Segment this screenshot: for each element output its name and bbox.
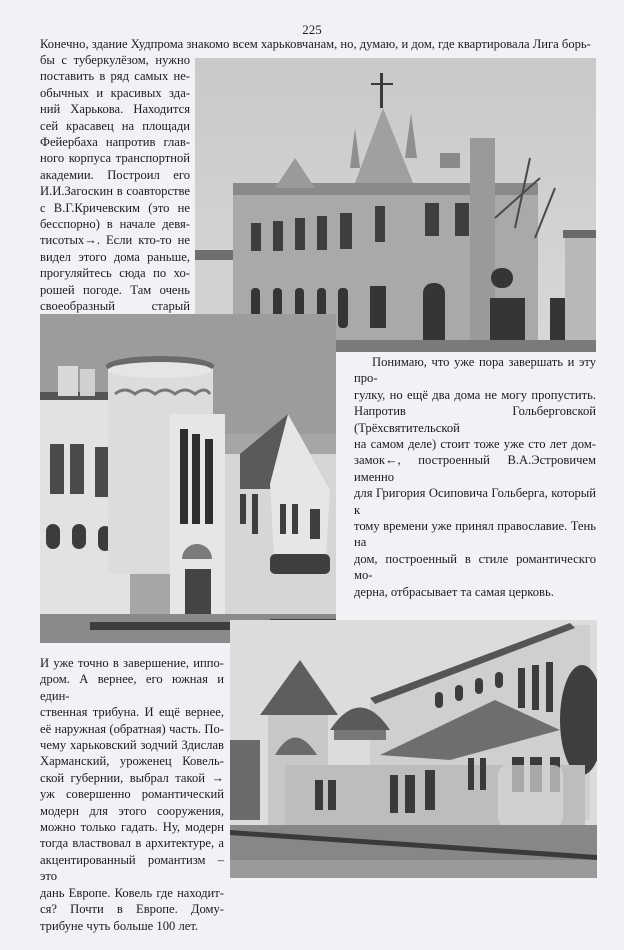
text-line: для Григория Осиповича Гольберга, который к bbox=[354, 486, 596, 517]
text-line: ственная трибуна. И ещё вернее, bbox=[40, 705, 224, 720]
text-line: бы с туберкулёзом, нужно bbox=[40, 53, 190, 67]
text-line: чему харьковский зодчий Здислав bbox=[40, 738, 224, 753]
text-line: Понимаю, что уже пора завершать и эту про- bbox=[354, 355, 596, 386]
text-line: дом, построенный в стиле романтическго мо- bbox=[354, 551, 596, 583]
text-line: ного корпуса транспортной bbox=[40, 151, 190, 166]
text-line: дань Европе. Ковель где находит- bbox=[40, 885, 224, 900]
text-line: сей красавец на площади bbox=[40, 118, 190, 133]
text-line: И.И.Загоскин в соавторстве bbox=[40, 184, 190, 199]
text-line: с В.Г.Кричевским (это не bbox=[40, 200, 190, 215]
text-line: уж совершенно романтический bbox=[40, 787, 224, 802]
text-line: тому времени уже принял православие. Тень на bbox=[354, 519, 596, 550]
text-line: бесспорно) в начале девя- bbox=[40, 217, 190, 232]
text-line: модерн для этого сооружения, bbox=[40, 803, 224, 818]
intro-paragraph-line bbox=[40, 36, 596, 52]
text-line: дерна, отбрасывает та самая церковь. bbox=[354, 584, 554, 599]
text-line: обычных и красивых зда- bbox=[40, 85, 190, 100]
photo-castle-house bbox=[40, 314, 336, 643]
text-line: гулку, но ещё два дома не могу пропустить. bbox=[354, 387, 596, 402]
building-illustration-icon bbox=[230, 620, 597, 878]
page-number: 225 bbox=[302, 22, 322, 37]
text-line: на самом деле) стоит тоже уже сто лет дом- bbox=[354, 437, 596, 452]
building-illustration-icon bbox=[195, 58, 596, 352]
text-line: Фейербаха напротив глав- bbox=[40, 135, 190, 150]
text-line: ской губернии, выбрал такой → bbox=[40, 770, 224, 785]
text-line: тисотых→. Если кто-то не bbox=[40, 233, 190, 248]
text-line: акцентированный романтизм – это bbox=[40, 852, 224, 884]
text-line: своеобразный старый bbox=[40, 299, 190, 314]
text-line: замок←, построенный В.А.Эстровичем именно bbox=[354, 453, 596, 484]
text-line: можно только гадать. Ну, модерн bbox=[40, 820, 224, 835]
paragraph-castle-house bbox=[354, 354, 596, 600]
text-line: её наружная (обратная) часть. По- bbox=[40, 721, 224, 736]
text-line: Харманский, уроженец Ковель- bbox=[40, 754, 224, 769]
text-line: видел этого дома раньше, bbox=[40, 249, 190, 264]
text-line: И уже точно в завершение, иппо- bbox=[40, 656, 224, 670]
text-line: тогда властвовал в архитектуре, а bbox=[40, 836, 224, 851]
photo-hippodrome-grandstand bbox=[230, 620, 597, 878]
text-line: дром. А вернее, его южная и един- bbox=[40, 672, 224, 703]
text-line: поставить в ряд самых не- bbox=[40, 69, 190, 84]
paragraph-hippodrome bbox=[40, 655, 224, 934]
text-line: Конечно, здание Худпрома знакомо всем харьковчанам, но, думаю, и дом, где квартировала Лига борь- bbox=[40, 37, 591, 51]
text-line: академии. Построил его bbox=[40, 167, 190, 182]
text-line: рошей погоде. Там очень bbox=[40, 282, 190, 297]
text-line: прогуляйтесь сюда по хо- bbox=[40, 266, 190, 281]
text-line: ся? Почти в Европе. Дому- bbox=[40, 902, 224, 917]
text-line: Напротив Гольберговской (Трёхсвятительской bbox=[354, 404, 596, 435]
building-illustration-icon bbox=[40, 314, 336, 643]
text-line: трибуне чуть больше 100 лет. bbox=[40, 918, 199, 933]
text-line: ний Харькова. Находится bbox=[40, 102, 190, 117]
photo-gothic-mansion bbox=[195, 58, 596, 352]
